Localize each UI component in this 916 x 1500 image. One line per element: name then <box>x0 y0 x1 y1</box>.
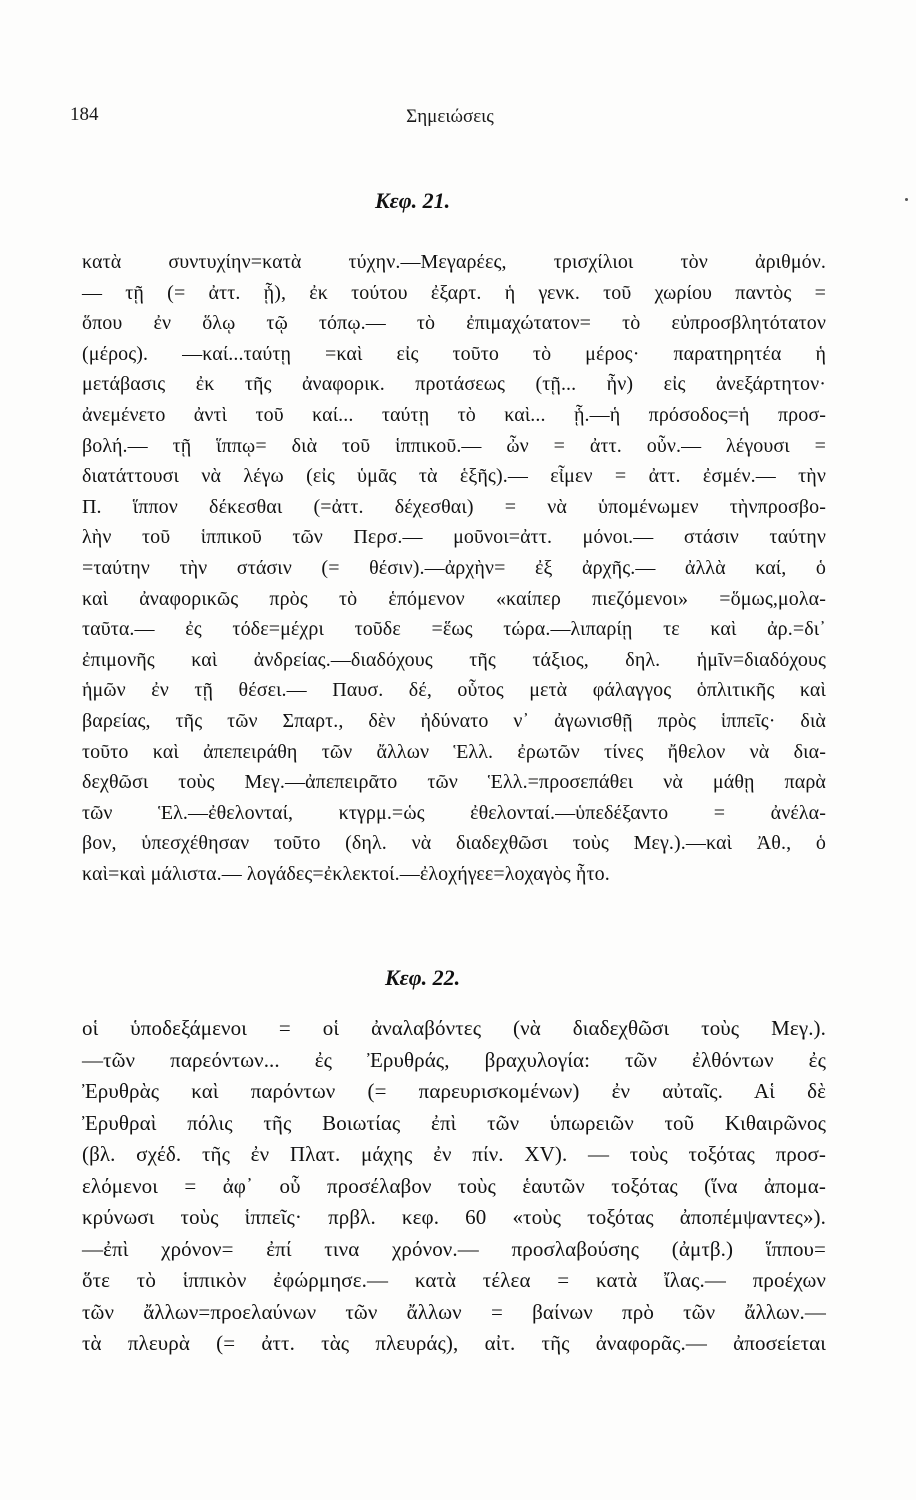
text-line: — τῇ (= ἀττ. ᾗ), ἐκ τούτου ἐξαρτ. ἡ γενκ. τοῦ χωρίου παντὸς = <box>82 281 826 304</box>
text-line: τὰ πλευρὰ (= ἀττ. τὰς πλευράς), αἰτ. τῆς ἀναφορᾶς.— ἀποσείεται <box>82 1331 826 1355</box>
text-line: τῶν Ἑλ.—ἐθελονταί, κτγρμ.=ὡς ἐθελονταί.—ὑπεδέξαντο = ἀνέλα- <box>82 801 826 824</box>
chapter-21-heading: Κεφ. 21. <box>375 188 451 213</box>
text-line: δεχθῶσι τοὺς Μεγ.—ἀπεπειρᾶτο τῶν Ἑλλ.=προσεπάθει νὰ μάθῃ παρὰ <box>82 771 826 794</box>
margin-speck <box>905 198 908 201</box>
page-number: 184 <box>70 104 99 125</box>
text-line: μετάβασις ἐκ τῆς ἀναφορικ. προτάσεως (τῇ... ἦν) εἰς ἀνεξάρτητον· <box>82 373 826 396</box>
text-line: Ἐρυθρὰς καὶ παρόντων (= παρευρισκομένων) ἐν αὐταῖς. Αἱ δὲ <box>82 1079 826 1103</box>
text-line: βον, ὑπεσχέθησαν τοῦτο (δηλ. νὰ διαδεχθῶσι τοὺς Μεγ.).—καὶ Ἀθ., ὁ <box>82 832 826 855</box>
text-line: οἱ ὑποδεξάμενοι = οἱ ἀναλαβόντες (νὰ διαδεχθῶσι τοὺς Μεγ.). <box>82 1016 826 1040</box>
text-line: ελόμενοι = ἀφ᾽ οὗ προσέλαβον τοὺς ἑαυτῶν τοξότας (ἵνα ἀπομα- <box>82 1173 826 1198</box>
text-line: λὴν τοῦ ἱππικοῦ τῶν Περσ.— μοῦνοι=ἀττ. μόνοι.— στάσιν ταύτην <box>82 526 826 549</box>
text-line: ἀνεμένετο ἀντὶ τοῦ καί... ταύτῃ τὸ καὶ... ᾗ.—ἡ πρόσοδος=ἡ προσ- <box>82 403 826 426</box>
text-line: τοῦτο καὶ ἀπεπειράθη τῶν ἄλλων Ἑλλ. ἐρωτῶν τίνες ἤθελον νὰ δια- <box>82 740 826 763</box>
text-line: κατὰ συντυχίην=κατὰ τύχην.—Μεγαρέες, τρισχίλιοι τὸν ἀριθμόν. <box>82 251 826 273</box>
text-line: ἐπιμονῆς καὶ ἀνδρείας.—διαδόχους τῆς τάξιος, δηλ. ἡμῖν=διαδόχους <box>82 648 826 671</box>
text-line: =ταύτην τὴν στάσιν (= θέσιν).—ἀρχὴν= ἐξ ἀρχῆς.— ἀλλὰ καί, ὁ <box>82 556 826 579</box>
text-line: —ἐπὶ χρόνον= ἐπί τινα χρόνον.— προσλαβούσης (ἀμτβ.) ἵππου= <box>82 1236 826 1261</box>
page-header <box>0 104 916 134</box>
text-line: ὅπου ἐν ὅλῳ τῷ τόπῳ.— τὸ ἐπιμαχώτατον= τὸ εὐπροσβλητότατον <box>82 312 826 335</box>
chapter-22-heading: Κεφ. 22. <box>385 965 461 990</box>
text-line: —τῶν παρεόντων... ἐς Ἐρυθράς, βραχυλογία: τῶν ἐλθόντων ἐς <box>82 1047 826 1072</box>
text-line: ταῦτα.— ἐς τόδε=μέχρι τοῦδε =ἕως τώρα.—λιπαρίῃ τε καὶ ἀρ.=δι᾽ <box>82 618 826 641</box>
text-line: καὶ=καὶ μάλιστα.— λογάδες=ἐκλεκτοί.—ἐλοχήγεε=λοχαγὸς ἦτο. <box>82 862 610 885</box>
chapter-21-notes <box>82 247 826 889</box>
running-title: Σημειώσεις <box>406 106 494 127</box>
text-line: βαρείας, τῆς τῶν Σπαρτ., δὲν ἠδύνατο ν᾽ ἀγωνισθῇ πρὸς ἱππεῖς· διὰ <box>82 709 826 732</box>
text-line: Ἐρυθραὶ πόλις τῆς Βοιωτίας ἐπὶ τῶν ὑπωρειῶν τοῦ Κιθαιρῶνος <box>82 1110 826 1135</box>
text-line: (βλ. σχέδ. τῆς ἐν Πλατ. μάχης ἐν πίν. XV). — τοὺς τοξότας προσ- <box>82 1142 826 1166</box>
text-line: τῶν ἄλλων=προελαύνων τῶν ἄλλων = βαίνων πρὸ τῶν ἄλλων.— <box>82 1299 826 1324</box>
text-line: Π. ἵππον δέκεσθαι (=ἀττ. δέχεσθαι) = νὰ ὑπομένωμεν τὴνπροσβο- <box>82 495 826 518</box>
chapter-22-notes <box>82 1013 826 1360</box>
text-line: (μέρος). —καί...ταύτῃ =καὶ εἰς τοῦτο τὸ μέρος· παρατηρητέα ἡ <box>82 342 826 365</box>
text-line: βολή.— τῇ ἵππῳ= διὰ τοῦ ἱππικοῦ.— ὦν = ἀττ. οὖν.— λέγουσι = <box>82 434 826 457</box>
text-line: ὅτε τὸ ἱππικὸν ἐφώρμησε.— κατὰ τέλεα = κατὰ ἴλας.— προέχων <box>82 1268 826 1292</box>
text-line: κρύνωσι τοὺς ἱππεῖς· πρβλ. κεφ. 60 «τοὺς τοξότας ἀποπέμψαντες»). <box>82 1205 826 1229</box>
text-line: διατάττουσι νὰ λέγω (εἰς ὑμᾶς τὰ ἑξῆς).— εἶμεν = ἀττ. ἐσμέν.— τὴν <box>82 465 826 488</box>
text-line: καὶ ἀναφορικῶς πρὸς τὸ ἑπόμενον «καίπερ πιεζόμενοι» =ὅμως,μολα- <box>82 587 826 610</box>
text-line: ἡμῶν ἐν τῇ θέσει.— Παυσ. δέ, οὗτος μετὰ φάλαγγος ὁπλιτικῆς καὶ <box>82 679 826 702</box>
